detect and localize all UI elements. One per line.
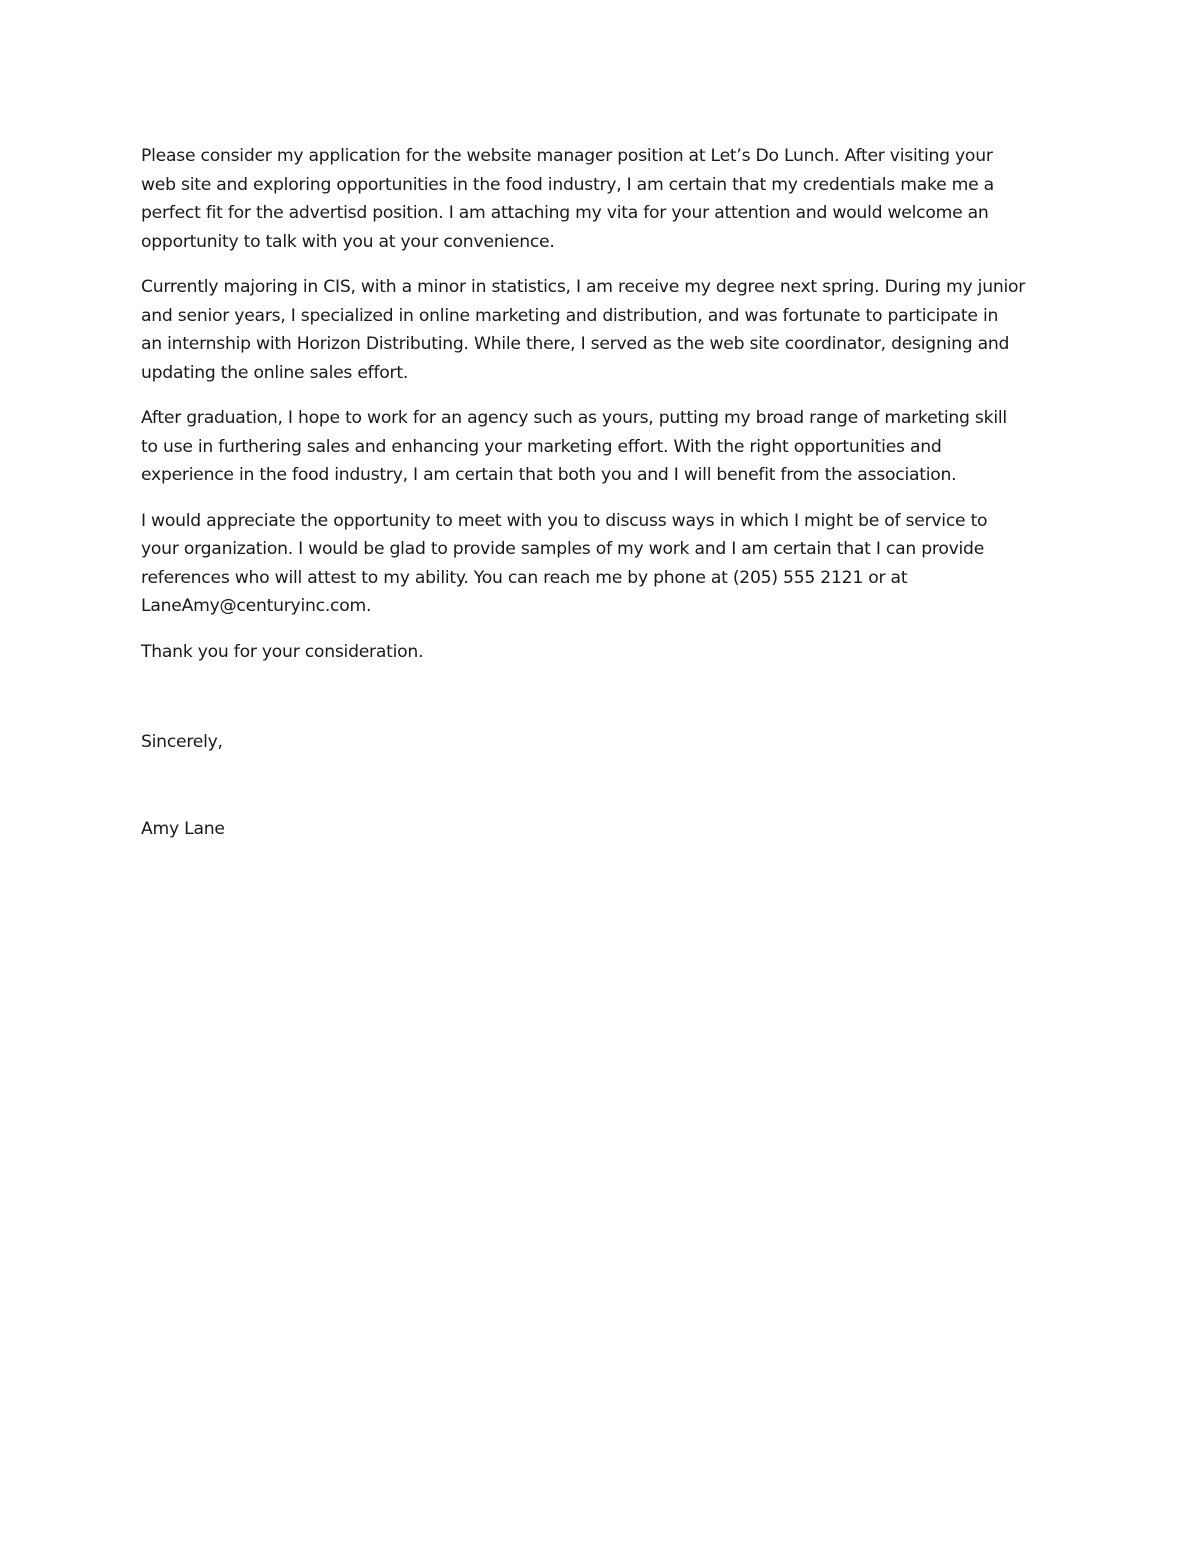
paragraph-line: an internship with Horizon Distributing. While there, I served as the web site coordinator, designing and [141, 334, 1010, 354]
paragraph-thanks [141, 638, 1061, 667]
paragraph-line: to use in furthering sales and enhancing your marketing effort. With the right opportunities and [141, 436, 942, 457]
paragraph-line: I would appreciate the opportunity to meet with you to discuss ways in which I might be of service to [141, 510, 988, 531]
paragraph-line: your organization. I would be glad to provide samples of my work and I am certain that I can provide [141, 539, 985, 559]
paragraph-line: experience in the food industry, I am certain that both you and I will benefit from the association. [141, 465, 957, 485]
paragraph-line: Please consider my application for the website manager position at Let’s Do Lunch. After visiting your [141, 146, 993, 166]
paragraph-application [141, 142, 1061, 256]
signature-name: Amy Lane [141, 818, 225, 839]
paragraph-line: Currently majoring in CIS, with a minor in statistics, I am receive my degree next spring. During my junior [141, 277, 1026, 297]
cover-letter [141, 142, 1061, 843]
closing-salutation: Sincerely, [141, 732, 223, 752]
paragraph-line: web site and exploring opportunities in the food industry, I am certain that my credentials make me a [141, 174, 994, 195]
paragraph-contact [141, 507, 1061, 621]
paragraph-line: opportunity to talk with you at your convenience. [141, 231, 555, 252]
paragraph-line: After graduation, I hope to work for an agency such as yours, putting my broad range of marketing skill [141, 408, 1007, 428]
paragraph-goals [141, 404, 1061, 490]
paragraph-education [141, 273, 1061, 387]
paragraph-line: references who will attest to my ability. You can reach me by phone at (205) 555 2121 or at [141, 567, 908, 588]
paragraph-line: Thank you for your consideration. [141, 641, 424, 662]
paragraph-line: and senior years, I specialized in online marketing and distribution, and was fortunate to participate in [141, 305, 999, 326]
paragraph-line: LaneAmy@centuryinc.com. [141, 596, 372, 616]
paragraph-line: perfect fit for the advertisd position. I am attaching my vita for your attention and would welcome an [141, 203, 989, 223]
paragraph-line: updating the online sales effort. [141, 362, 409, 383]
